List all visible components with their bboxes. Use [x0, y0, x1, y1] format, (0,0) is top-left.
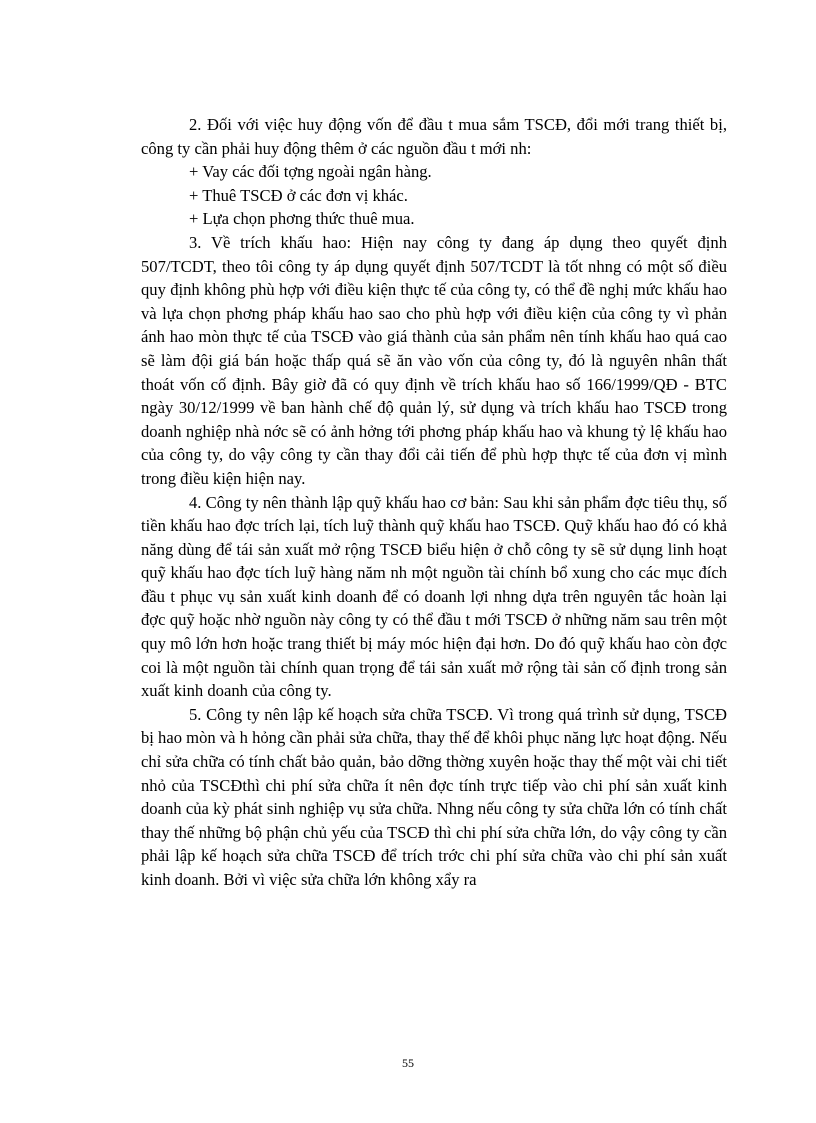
paragraph-2-intro: 2. Đối với việc huy động vốn để đầu t mua sắm TSCĐ, đổi mới trang thiết bị, công ty cần phải huy động thêm ở các nguồn đầu t mới nh:: [141, 115, 727, 158]
bullet-item-thue: + Thuê TSCĐ ở các đơn vị khác.: [189, 185, 408, 205]
bullet-item-lua-chon: + Lựa chọn phơng thức thuê mua.: [189, 209, 415, 229]
page-number: 55: [402, 1056, 414, 1070]
paragraph-5-sua-chua: 5. Công ty nên lập kế hoạch sửa chữa TSCĐ. Vì trong quá trình sử dụng, TSCĐ bị hao mòn và h hỏng cần phải sửa chữa, thay thế để khôi phục năng lực hoạt động. Nếu chỉ sửa chữa có tính chất bảo quản, bảo dỡng thờng xuyên hoặc thay thế một vài chi tiết nhỏ của TSCĐthì chi phí sửa chữa ít nên đợc tính trực tiếp vào chi phí sản xuất kinh doanh của kỳ phát sinh nghiệp vụ sửa chữa. Nhng nếu công ty sửa chữa lớn có tính chất thay thế những bộ phận chủ yếu của TSCĐ thì chi phí sửa chữa lớn, do vậy công ty cần phải lập kế hoạch sửa chữa TSCĐ để trích trớc chi phí sửa chữa vào chi phí sản xuất kinh doanh. Bởi vì việc sửa chữa lớn không xẩy ra: [141, 704, 727, 889]
bullet-item-vay: + Vay các đối tợng ngoài ngân hàng.: [189, 162, 432, 182]
body-text: [141, 113, 727, 892]
paragraph-4-quy-khau-hao: 4. Công ty nên thành lập quỹ khấu hao cơ bản: Sau khi sản phẩm đợc tiêu thụ, số tiền khấu hao đợc trích lại, tích luỹ thành quỹ khấu hao TSCĐ. Quỹ khấu hao đó có khả năng dùng để tái sản xuất mở rộng TSCĐ biểu hiện ở chỗ công ty sẽ sử dụng linh hoạt quỹ khấu hao đợc tích luỹ hàng năm nh một nguồn tài chính bổ xung cho các mục đích đầu t phục vụ sản xuất kinh doanh để có doanh lợi nhng dựa trên nguyên tắc hoàn lại đợc quỹ hoặc nhờ nguồn này công ty có thể đầu t mới TSCĐ ở những năm sau trên một quy mô lớn hơn hoặc trang thiết bị máy móc hiện đại hơn. Do đó quỹ khấu hao còn đợc coi là một nguồn tài chính quan trọng để tái sản xuất mở rộng tài sản cố định trong sản xuất kinh doanh của công ty.: [141, 492, 727, 701]
paragraph-3-khau-hao: 3. Về trích khấu hao: Hiện nay công ty đang áp dụng theo quyết định 507/TCDT, theo tôi công ty áp dụng quyết định 507/TCDT là tốt nhng có một số điều quy định không phù hợp với điều kiện thực tế của công ty, có thể đề nghị mức khấu hao và lựa chọn phơng pháp khấu hao sao cho phù hợp với điều kiện của công ty vì phản ánh hao mòn thực tế của TSCĐ vào giá thành của sản phẩm nên tính khấu hao quá cao sẽ làm đội giá bán hoặc thấp quá sẽ ăn vào vốn của công ty, đó là nguyên nhân thất thoát vốn cố định. Bây giờ đã có quy định về trích khấu hao số 166/1999/QĐ - BTC ngày 30/12/1999 về ban hành chế độ quản lý, sử dụng và trích khấu hao TSCĐ trong doanh nghiệp nhà nớc sẽ có ảnh hởng tới phơng pháp khấu hao và khung tỷ lệ khấu hao của công ty, do vậy công ty cần thay đổi cải tiến để phù hợp thực tế của đơn vị mình trong điều kiện hiện nay.: [141, 232, 727, 488]
